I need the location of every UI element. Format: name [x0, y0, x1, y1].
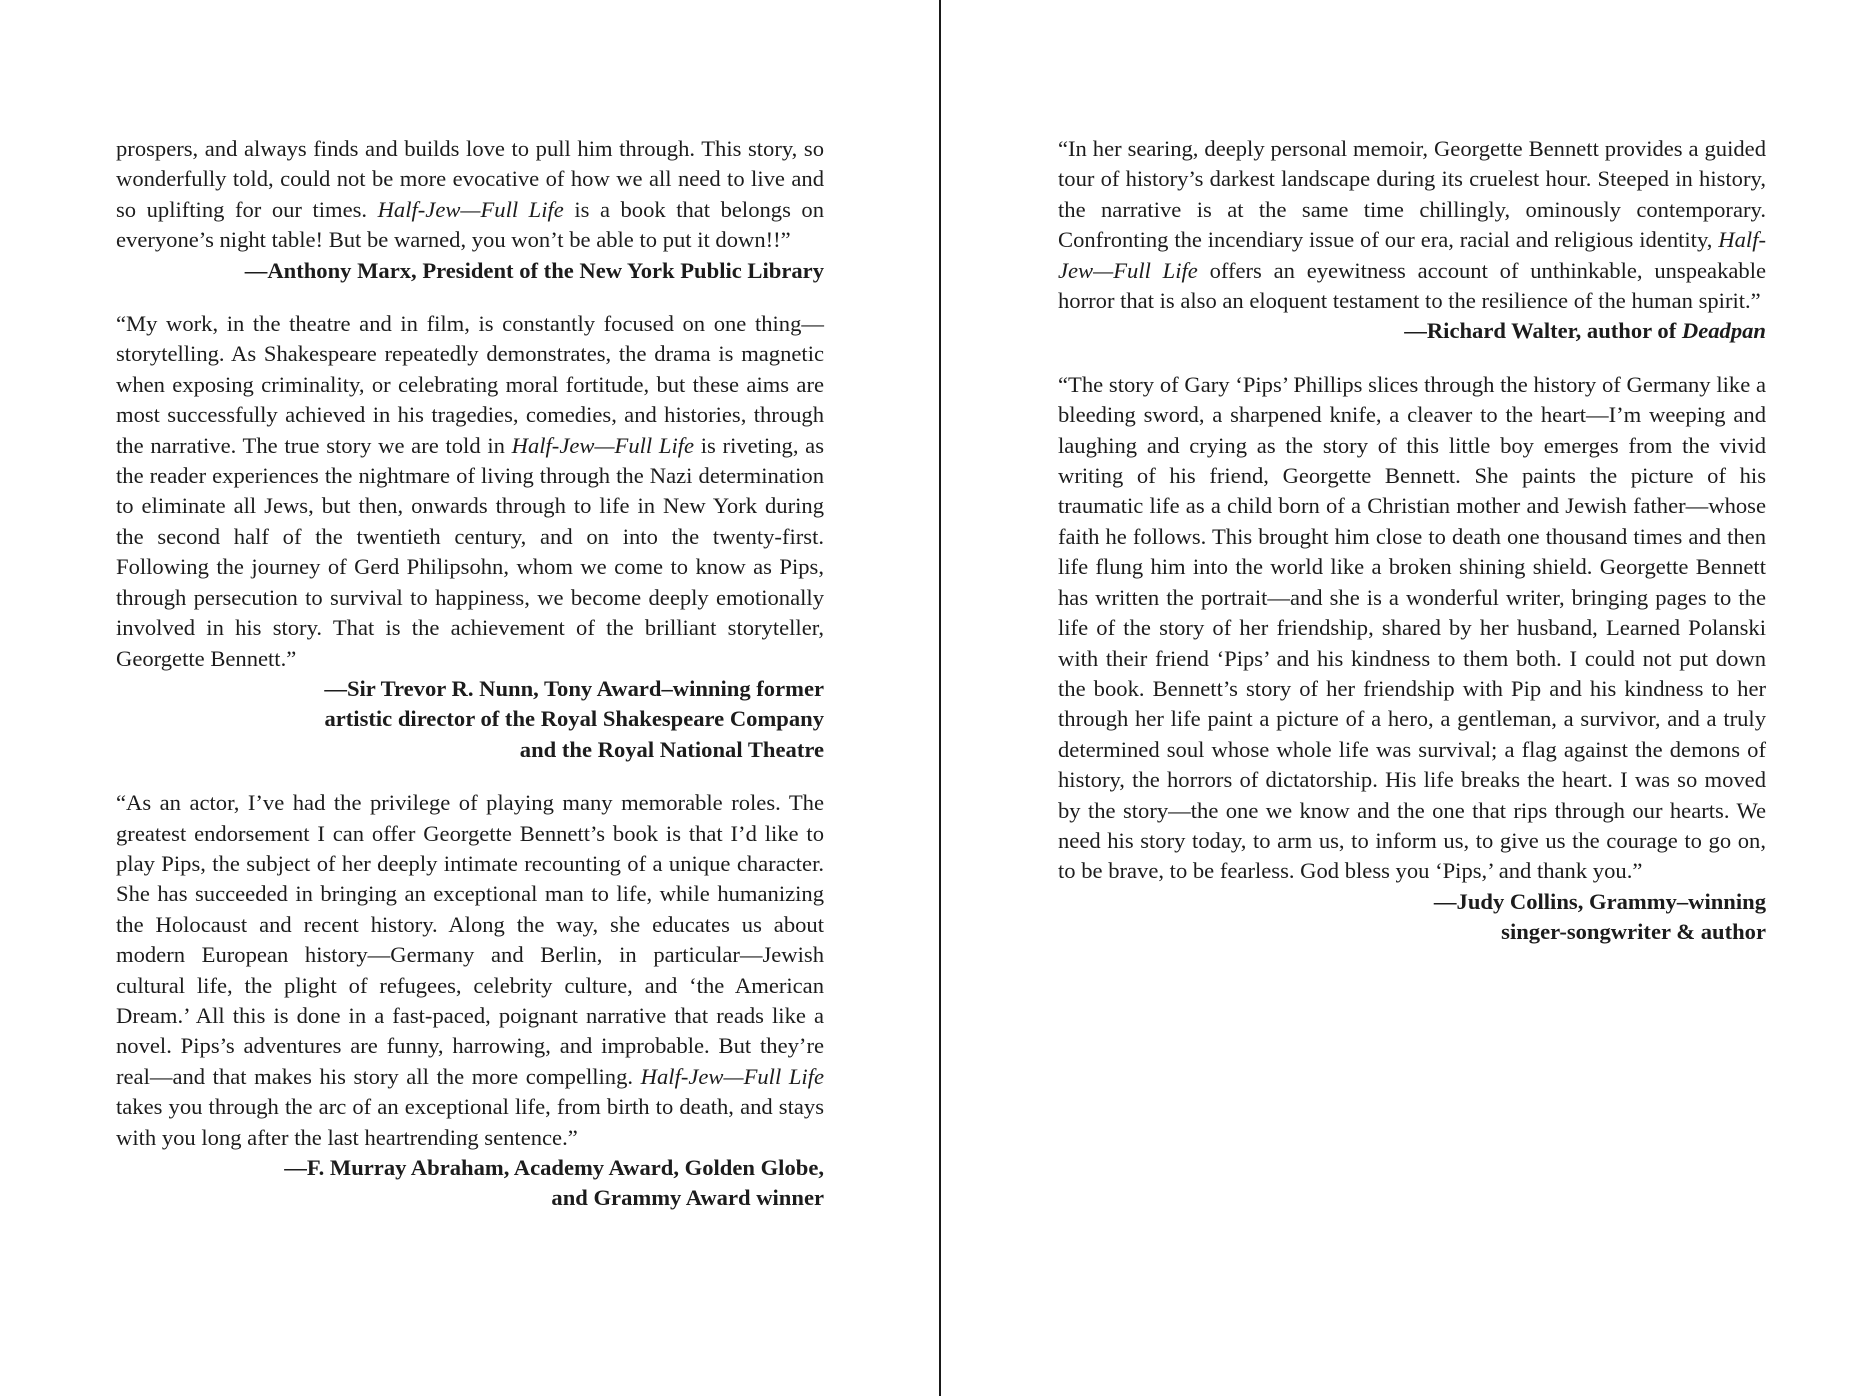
- endorsement-attribution: [116, 674, 824, 765]
- attribution-line: [116, 1153, 824, 1183]
- endorsement-quote: [116, 309, 824, 674]
- attribution-line: [116, 256, 824, 286]
- right-page-text-column: [1058, 134, 1766, 971]
- left-page-text-column: [116, 134, 824, 1237]
- book-title-italic: Half-Jew—Full Life: [1058, 227, 1766, 283]
- attribution-text: artistic director of the Royal Shakespeare Company: [324, 706, 824, 732]
- attribution-line: [1058, 316, 1766, 346]
- attribution-line: [116, 1183, 824, 1213]
- attribution-text: —F. Murray Abraham, Academy Award, Golden Globe,: [284, 1155, 824, 1180]
- quote-text: “As an actor, I’ve had the privilege of playing many memorable roles. The greatest endorsement I can offer Georgette Bennett’s book is that I’d like to play Pips, the subject of her deeply intimate recounting of a unique character. She has succeeded in bringing an exceptional man to life, while humanizing the Holocaust and recent history. Along the way, she educates us about modern European history—Germany and Berlin, in particular—Jewish cultural life, the plight of refugees, celebrity culture, and ‘the American Dream.’ All this is done in a fast-paced, poignant narrative that reads like a novel. Pips’s adventures are funny, harrowing, and improbable. But they’re real—and that makes his story all the more compelling.: [116, 790, 824, 1089]
- endorsement-quote: [1058, 134, 1766, 316]
- quote-text: is riveting, as the reader experiences the nightmare of living through the Nazi determination to eliminate all Jews, but then, onwards through to life in New York during the second half of the twentieth century, and on into the twenty-first. Following the journey of Gerd Philipsohn, whom we come to know as Pips, through persecution to survival to happiness, we become deeply emotionally involved in his story. That is the achievement of the brilliant storyteller, Georgette Bennett.”: [116, 432, 824, 671]
- endorsement-attribution: [1058, 316, 1766, 346]
- endorsement-attribution: [116, 1153, 824, 1214]
- attribution-line: [116, 674, 824, 704]
- quote-text: is a book that belongs on everyone’s night table! But be warned, you won’t be able to put it down!!”: [116, 196, 825, 253]
- attribution-text: and the Royal National Theatre: [519, 736, 824, 762]
- attribution-text: singer-songwriter & author: [1501, 919, 1766, 945]
- attribution-line: [116, 704, 824, 734]
- attribution-text: and Grammy Award winner: [551, 1185, 824, 1211]
- quote-text: “My work, in the theatre and in film, is constantly focused on one thing—storytelling. As Shakespeare repeatedly demonstrates, the drama is magnetic when exposing criminality, or celebrating moral fortitude, but these aims are most successfully achieved in his tragedies, comedies, and histories, through the narrative. The true story we are told in: [116, 311, 824, 458]
- quote-text: prospers, and always finds and builds love to pull him through. This story, so wonderfully told, could not be more evocative of how we all need to live and so uplifting for our times.: [116, 136, 824, 222]
- attribution-line: [116, 735, 824, 765]
- endorsement-blurb: [1058, 134, 1766, 347]
- endorsement-quote: [116, 134, 824, 256]
- endorsement-quote: [1058, 370, 1766, 887]
- attribution-text: —Judy Collins, Grammy–winning: [1433, 888, 1766, 914]
- book-title-italic: Half-Jew—Full Life: [511, 432, 695, 458]
- endorsement-blurb: [116, 309, 824, 765]
- quote-text: “In her searing, deeply personal memoir, Georgette Bennett provides a guided tour of history’s darkest landscape during its cruelest hour. Steeped in history, the narrative is at the same time chillingly, ominously contemporary. Confronting the incendiary issue of our era, racial and religious identity,: [1058, 136, 1766, 253]
- attribution-title-italic: Deadpan: [1681, 318, 1766, 344]
- attribution-text: —Sir Trevor R. Nunn, Tony Award–winning former: [324, 675, 824, 701]
- endorsement-attribution: [1058, 887, 1766, 948]
- endorsement-blurb: [116, 788, 824, 1214]
- endorsement-blurb: [116, 134, 824, 286]
- attribution-line: [1058, 887, 1766, 917]
- attribution-text: —Richard Walter, author of: [1404, 318, 1682, 344]
- book-title-italic: Half-Jew—Full Life: [640, 1063, 824, 1089]
- right-page: [941, 0, 1862, 1396]
- quote-text: “The story of Gary ‘Pips’ Phillips slices through the history of Germany like a bleeding sword, a sharpened knife, a cleaver to the heart—I’m weeping and laughing and crying as the story of this little boy emerges from the vivid writing of his friend, Georgette Bennett. She paints the picture of his traumatic life as a child born of a Christian mother and Jewish father—whose faith he follows. This brought him close to death one thousand times and then life flung him into the world like a broken shining shield. Georgette Bennett has written the portrait—and she is a wonderful writer, bringing pages to the life of the story of her friendship, shared by her husband, Learned Polanski with their friend ‘Pips’ and his kindness to them both. I could not put down the book. Bennett’s story of her friendship with Pip and his kindness to her through her life paint a picture of a hero, a gentleman, a survivor, and a truly determined soul whose whole life was survival; a flag against the demons of history, the horrors of dictatorship. His life breaks the heart. I was so moved by the story—the one we know and the one that rips through our hearts. We need his story today, to arm us, to inform us, to give us the courage to go on, to be brave, to be fearless. God bless you ‘Pips,’ and thank you.”: [1058, 371, 1766, 884]
- attribution-line: [1058, 917, 1766, 947]
- endorsement-blurb: [1058, 370, 1766, 948]
- endorsement-attribution: [116, 256, 824, 286]
- attribution-text: —Anthony Marx, President of the New York Public Library: [244, 257, 824, 283]
- quote-text: offers an eyewitness account of unthinkable, unspeakable horror that is also an eloquent testament to the resilience of the human spirit.”: [1058, 257, 1766, 314]
- endorsement-quote: [116, 788, 824, 1153]
- book-title-italic: Half-Jew—Full Life: [377, 196, 564, 222]
- quote-text: takes you through the arc of an exceptional life, from birth to death, and stays with you long after the last heartrending sentence.”: [116, 1094, 824, 1150]
